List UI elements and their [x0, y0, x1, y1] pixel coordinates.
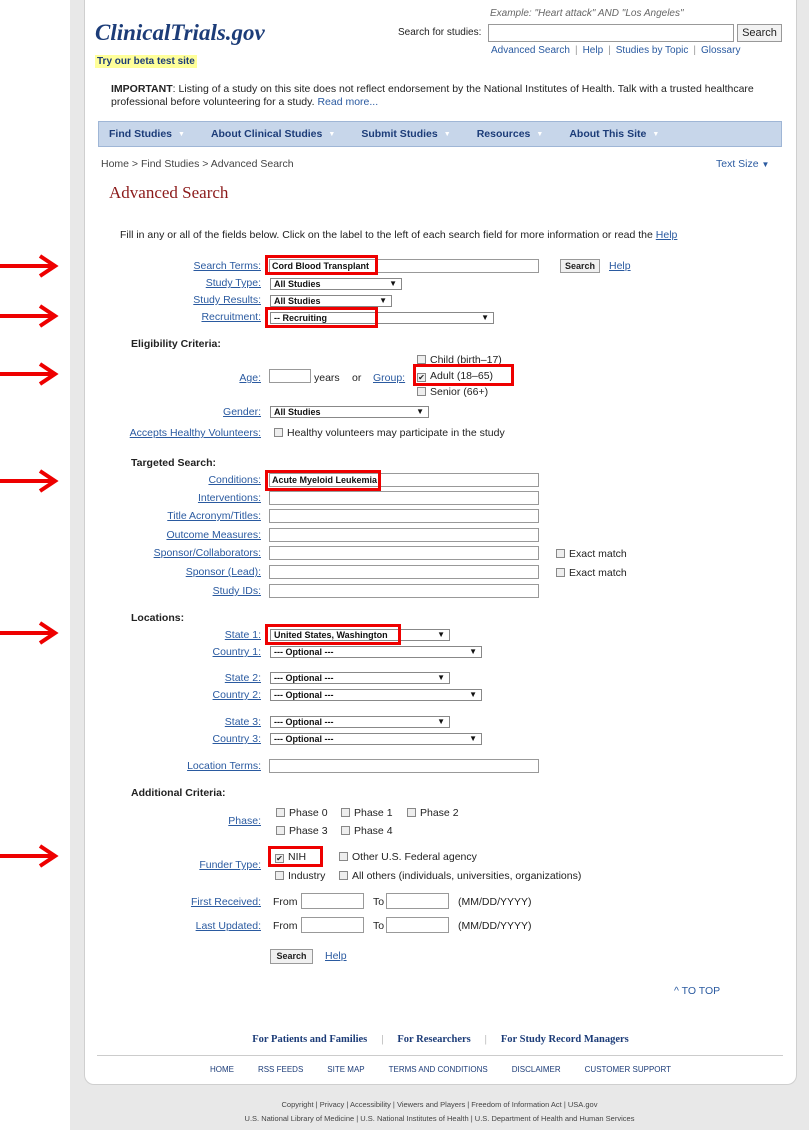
funder-type-label[interactable]: Funder Type: [199, 859, 261, 871]
eligibility-heading: Eligibility Criteria: [131, 338, 221, 350]
to-top-link[interactable]: ^ TO TOP [674, 985, 721, 997]
nav-submit-studies[interactable]: Submit Studies ▼ [361, 128, 451, 140]
highlight-box [413, 364, 514, 386]
last-updated-from-input[interactable] [301, 917, 364, 933]
country2-select[interactable]: --- Optional --- ▼ [270, 689, 482, 701]
footer-researchers-link[interactable]: For Researchers [397, 1034, 471, 1045]
country2-label[interactable]: Country 2: [212, 689, 261, 701]
last-from-text: From [273, 920, 298, 932]
first-received-to-input[interactable] [386, 893, 449, 909]
location-terms-input[interactable] [269, 759, 539, 773]
help-link[interactable]: Help [582, 45, 604, 56]
bottom-help-link[interactable]: Help [325, 950, 347, 962]
first-to-text: To [373, 896, 385, 908]
intro-help-link[interactable]: Help [655, 229, 678, 241]
chevron-down-icon: ▼ [437, 630, 445, 639]
age-input[interactable] [269, 369, 311, 383]
studies-by-topic-link[interactable]: Studies by Topic [615, 45, 689, 56]
country1-select[interactable]: --- Optional --- ▼ [270, 646, 482, 658]
dropdown-icon: ▼ [443, 130, 451, 138]
targeted-heading: Targeted Search: [131, 457, 216, 469]
dropdown-icon: ▼ [178, 130, 185, 138]
first-from-text: From [273, 896, 298, 908]
footer-nav [84, 1065, 797, 1074]
gender-select[interactable]: All Studies ▼ [270, 406, 429, 418]
last-to-text: To [373, 920, 385, 932]
site-logo[interactable]: ClinicalTrials.gov [95, 20, 265, 45]
arrow-right-icon [0, 254, 60, 278]
sponsor-lead-input[interactable] [269, 565, 539, 579]
nav-about-clinical-studies[interactable]: About Clinical Studies ▼ [210, 128, 336, 140]
last-updated-to-input[interactable] [386, 917, 449, 933]
search-help-link[interactable]: Help [609, 260, 631, 272]
footer-patients-link[interactable]: For Patients and Families [252, 1034, 368, 1045]
advanced-search-link[interactable]: Advanced Search [491, 45, 570, 56]
study-results-label[interactable]: Study Results: [193, 294, 261, 306]
or-text: or [352, 372, 362, 384]
search-label: Search for studies: [398, 27, 482, 38]
state2-select[interactable]: --- Optional --- ▼ [270, 672, 450, 684]
highlight-box [265, 624, 401, 645]
study-type-select[interactable]: All Studies ▼ [270, 278, 402, 290]
checkbox-icon [556, 549, 565, 558]
footer-disclaimer-link[interactable]: DISCLAIMER [511, 1065, 561, 1074]
group-child[interactable]: Child (birth–17) [417, 354, 502, 366]
checkbox-icon [276, 808, 285, 817]
glossary-link[interactable]: Glossary [701, 45, 741, 56]
arrow-right-icon [0, 469, 60, 493]
intro-text: Fill in any or all of the fields below. Click on the label to the left of each search field for more information or read the Help [120, 229, 678, 241]
checkbox-icon [275, 871, 284, 880]
header-links: Advanced Search | Help | Studies by Topic | Glossary [491, 45, 741, 56]
group-senior[interactable]: Senior (66+) [417, 386, 488, 398]
funder-industry-checkbox[interactable]: Industry [275, 870, 325, 882]
important-notice: IMPORTANT: Listing of a study on this site does not reflect endorsement by the National Institutes of Health. Talk with a trusted healthcare professional before volunteering for a study. Read more... [111, 83, 754, 108]
arrow-right-icon [0, 362, 60, 386]
checkbox-icon [339, 871, 348, 880]
highlight-box [265, 307, 378, 328]
main-nav [98, 121, 782, 147]
state2-label[interactable]: State 2: [224, 672, 261, 684]
study-results-select[interactable]: All Studies ▼ [270, 295, 392, 307]
healthy-volunteers-label[interactable]: Accepts Healthy Volunteers: [129, 427, 261, 439]
footer-terms-link[interactable]: TERMS AND CONDITIONS [388, 1065, 488, 1074]
dropdown-icon: ▼ [536, 130, 544, 138]
state1-label[interactable]: State 1: [224, 629, 261, 641]
search-terms-label[interactable]: Search Terms: [193, 260, 261, 272]
sponsor-label[interactable]: Sponsor/Collaborators: [153, 547, 261, 559]
checkmark-icon: ✔ [418, 373, 425, 382]
study-type-label[interactable]: Study Type: [205, 277, 261, 289]
chevron-down-icon: ▼ [469, 690, 477, 699]
beta-link[interactable]: Try our beta test site [97, 56, 195, 67]
nav-about-this-site[interactable]: About This Site ▼ [569, 128, 660, 140]
first-received-from-input[interactable] [301, 893, 364, 909]
chevron-down-icon: ▼ [416, 407, 424, 416]
location-terms-label[interactable]: Location Terms: [187, 760, 261, 772]
country3-label[interactable]: Country 3: [212, 733, 261, 745]
phase-label[interactable]: Phase: [228, 815, 261, 827]
healthy-volunteers-checkbox[interactable]: Healthy volunteers may participate in the study [274, 427, 505, 439]
interventions-label[interactable]: Interventions: [197, 492, 261, 504]
funder-nih-checkbox[interactable]: ✔ NIH [276, 851, 307, 863]
group-label[interactable]: Group: [373, 372, 406, 384]
title-acronym-input[interactable] [269, 509, 539, 523]
chevron-down-icon: ▼ [469, 734, 477, 743]
footer-copyright-links[interactable]: Copyright | Privacy | Accessibility | Viewers and Players | Freedom of Information Act | USA.gov [281, 1100, 598, 1109]
checkbox-icon [276, 826, 285, 835]
state3-select[interactable]: --- Optional --- ▼ [270, 716, 450, 728]
search-terms-button[interactable]: Search [560, 259, 600, 273]
page-title: Advanced Search [109, 183, 229, 202]
chevron-down-icon: ▼ [389, 279, 397, 288]
recruitment-select[interactable]: -- Recruiting ▼ [270, 312, 494, 324]
outcome-measures-label[interactable]: Outcome Measures: [166, 529, 261, 541]
chevron-down-icon: ▼ [379, 296, 387, 305]
phase-4-checkbox[interactable]: Phase 4 [341, 825, 393, 837]
highlight-box [265, 470, 381, 491]
state3-label[interactable]: State 3: [224, 716, 261, 728]
conditions-input[interactable]: Acute Myeloid Leukemia [269, 473, 539, 487]
additional-heading: Additional Criteria: [131, 787, 226, 799]
sponsor-lead-exact-match[interactable]: Exact match [556, 567, 627, 579]
sponsor-exact-match[interactable]: Exact match [556, 548, 627, 560]
arrow-right-icon [0, 844, 60, 868]
chevron-down-icon: ▼ [469, 647, 477, 656]
age-label[interactable]: Age: [239, 372, 261, 384]
read-more-link[interactable]: Read more... [317, 96, 379, 108]
country1-label[interactable]: Country 1: [212, 646, 261, 658]
sponsor-lead-label[interactable]: Sponsor (Lead): [185, 566, 261, 578]
checkbox-icon [274, 428, 283, 437]
interventions-input[interactable] [269, 491, 539, 505]
nav-find-studies[interactable]: Find Studies ▼ [109, 128, 185, 140]
years-text: years [314, 372, 340, 384]
state1-select[interactable]: United States, Washington ▼ [270, 629, 450, 641]
phase-1-checkbox[interactable]: Phase 1 [341, 807, 393, 819]
funder-federal-checkbox[interactable]: Other U.S. Federal agency [339, 851, 477, 863]
phase-0-checkbox[interactable]: Phase 0 [276, 807, 328, 819]
phase-3-checkbox[interactable]: Phase 3 [276, 825, 328, 837]
chevron-down-icon: ▼ [437, 673, 445, 682]
checkbox-icon [417, 387, 426, 396]
chevron-down-icon: ▼ [761, 160, 770, 169]
study-ids-input[interactable] [269, 584, 539, 598]
recruitment-label[interactable]: Recruitment: [201, 311, 261, 323]
chevron-down-icon: ▼ [481, 313, 489, 322]
bottom-search-button[interactable]: Search [270, 949, 313, 964]
footer-record-managers-link[interactable]: For Study Record Managers [500, 1034, 629, 1045]
highlight-box [268, 846, 323, 867]
title-acronym-label[interactable]: Title Acronym/Titles: [167, 510, 261, 522]
text-size-control[interactable]: Text Size ▼ [716, 158, 770, 170]
checkbox-icon [339, 852, 348, 861]
top-search-button[interactable]: Search [737, 24, 782, 42]
top-search-input[interactable] [488, 24, 734, 42]
highlight-box [265, 255, 378, 275]
country3-select[interactable]: --- Optional --- ▼ [270, 733, 482, 745]
checkbox-icon [341, 808, 350, 817]
checkbox-icon [556, 568, 565, 577]
checkbox-icon [417, 355, 426, 364]
dropdown-icon: ▼ [328, 130, 336, 138]
conditions-label[interactable]: Conditions: [208, 474, 261, 486]
footer-sitemap-link[interactable]: SITE MAP [327, 1065, 365, 1074]
footer-agency-links[interactable]: U.S. National Library of Medicine | U.S. National Institutes of Health | U.S. Department of Health and Human Services [244, 1114, 635, 1123]
footer-rss-link[interactable]: RSS FEEDS [257, 1065, 304, 1074]
outcome-measures-input[interactable] [269, 528, 539, 542]
sponsor-input[interactable] [269, 546, 539, 560]
footer-home-link[interactable]: HOME [209, 1065, 234, 1074]
funder-others-checkbox[interactable]: All others (individuals, universities, organizations) [339, 870, 581, 882]
nav-resources[interactable]: Resources ▼ [476, 128, 544, 140]
checkbox-icon [407, 808, 416, 817]
last-updated-label[interactable]: Last Updated: [195, 920, 261, 932]
search-example: Example: "Heart attack" AND "Los Angeles" [490, 8, 684, 19]
phase-2-checkbox[interactable]: Phase 2 [407, 807, 459, 819]
last-date-format: (MM/DD/YYYY) [458, 920, 532, 932]
breadcrumb[interactable]: Home > Find Studies > Advanced Search [101, 158, 294, 170]
dropdown-icon: ▼ [652, 130, 660, 138]
locations-heading: Locations: [131, 612, 185, 624]
footer-support-link[interactable]: CUSTOMER SUPPORT [584, 1065, 672, 1074]
gender-label[interactable]: Gender: [223, 406, 261, 418]
arrow-right-icon [0, 304, 60, 328]
checkmark-icon: ✔ [276, 854, 283, 863]
footer-audience-links: For Patients and Families | For Researchers | For Study Record Managers [252, 1034, 629, 1045]
chevron-down-icon: ▼ [437, 717, 445, 726]
study-ids-label[interactable]: Study IDs: [212, 585, 261, 597]
footer-divider [97, 1055, 783, 1056]
arrow-right-icon [0, 621, 60, 645]
group-adult[interactable]: ✔ Adult (18–65) [418, 370, 494, 382]
checkbox-icon [341, 826, 350, 835]
first-received-label[interactable]: First Received: [190, 896, 261, 908]
first-date-format: (MM/DD/YYYY) [458, 896, 532, 908]
search-terms-input[interactable]: Cord Blood Transplant [269, 259, 539, 273]
